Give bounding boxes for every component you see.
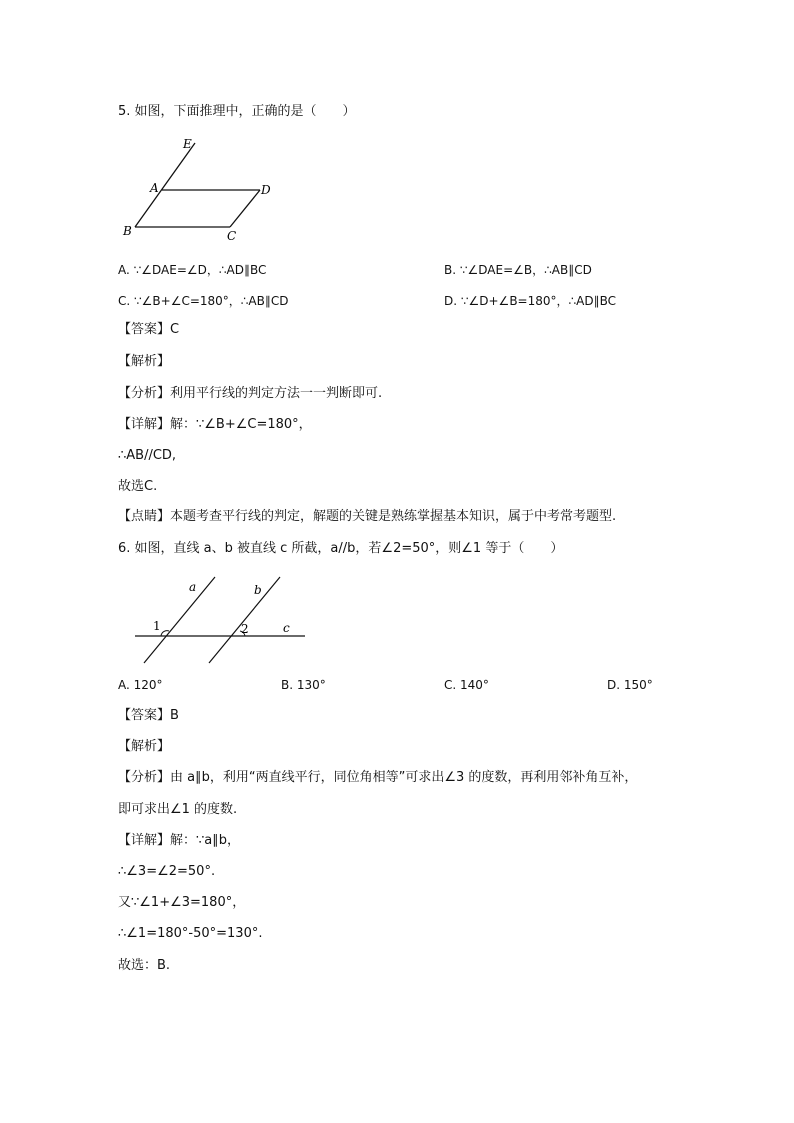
- label-b-line: b: [254, 583, 262, 597]
- q5-figure: [115, 133, 305, 245]
- label-angle-1: 1: [153, 619, 161, 633]
- q6-detail-3: 又∵∠1+∠3=180°，: [118, 895, 246, 910]
- label-c: C: [227, 229, 237, 243]
- q6-figure: [130, 575, 320, 667]
- label-e: E: [183, 137, 192, 151]
- label-a-line: a: [189, 580, 197, 594]
- q5-option-c: C. ∵∠B+∠C=180°，∴AB∥CD: [118, 294, 289, 308]
- q5-option-d: D. ∵∠D+∠B=180°，∴AD∥BC: [444, 294, 616, 308]
- q5-stem: 5. 如图，下面推理中，正确的是（ ）: [118, 104, 356, 119]
- q5-analysis: 【分析】利用平行线的判定方法一一判断即可.: [118, 386, 383, 401]
- q6-analysis-1: 【分析】由 a∥b，利用“两直线平行，同位角相等”可求出∠3 的度数，再利用邻补角互补，: [118, 770, 638, 785]
- q6-analysis-2: 即可求出∠1 的度数.: [118, 802, 238, 817]
- line-be: [135, 143, 195, 227]
- q5-detail-2: ∴AB//CD,: [118, 448, 177, 463]
- q6-option-b: B. 130°: [281, 678, 326, 692]
- label-c-line: c: [283, 621, 290, 635]
- label-a: A: [150, 181, 159, 195]
- q5-analysis-heading: 【解析】: [118, 354, 171, 369]
- line-b: [209, 577, 280, 663]
- line-cd: [230, 190, 260, 227]
- label-b: B: [123, 224, 132, 238]
- q6-option-d: D. 150°: [607, 678, 653, 692]
- q5-comment: 【点睛】本题考查平行线的判定，解题的关键是熟练掌握基本知识，属于中考常考题型.: [118, 509, 617, 524]
- q6-detail-2: ∴∠3=∠2=50°.: [118, 864, 216, 879]
- q6-option-a: A. 120°: [118, 678, 163, 692]
- q6-detail-5: 故选：B.: [118, 958, 171, 973]
- q5-detail-1: 【详解】解：∵∠B+∠C=180°，: [118, 417, 312, 432]
- label-d: D: [261, 183, 271, 197]
- q5-option-b: B. ∵∠DAE=∠B，∴AB∥CD: [444, 263, 592, 277]
- q6-option-c: C. 140°: [444, 678, 489, 692]
- q6-analysis-heading: 【解析】: [118, 739, 171, 754]
- q6-stem: 6. 如图，直线 a、b 被直线 c 所截，a//b，若∠2=50°，则∠1 等于（ ）: [118, 541, 564, 556]
- label-angle-2: 2: [241, 622, 249, 636]
- q6-detail-1: 【详解】解：∵a∥b，: [118, 833, 240, 848]
- q5-detail-3: 故选C.: [118, 479, 158, 494]
- q5-option-a: A. ∵∠DAE=∠D，∴AD∥BC: [118, 263, 267, 277]
- q5-answer: 【答案】C: [118, 322, 180, 337]
- q6-answer: 【答案】B: [118, 708, 179, 723]
- q6-detail-4: ∴∠1=180°-50°=130°.: [118, 926, 263, 941]
